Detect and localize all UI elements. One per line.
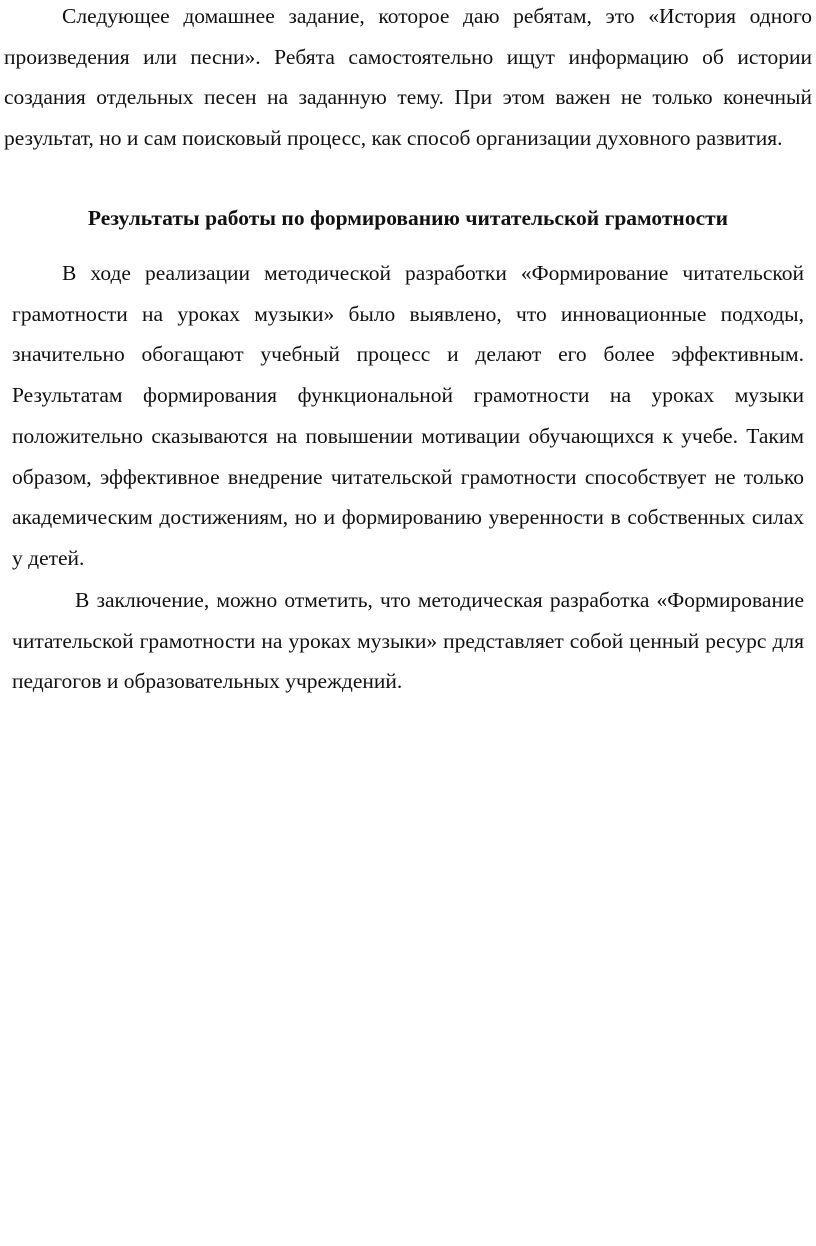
section-heading: Результаты работы по формированию читательской грамотности <box>87 206 729 230</box>
intro-paragraph: Следующее домашнее задание, которое даю ребятам, это «История одного произведения или песни». Ребята самостоятельно ищут информацию об истории создания отдельных песен на заданную тему. При этом важен не только конечный результат, но и сам поисковый процесс, как способ организации духовного развития. <box>4 4 812 151</box>
conclusion-paragraph: В заключение, можно отметить, что методическая разработка «Формирование читательской грамотности на уроках музыки» представляет собой ценный ресурс для педагогов и образовательных учреждений. <box>12 588 804 694</box>
results-paragraph: В ходе реализации методической разработки «Формирование читательской грамотности на уроках музыки» было выявлено, что инновационные подходы, значительно обогащают учебный процесс и делают его более эффективным. Результатам формирования функциональной грамотности на уроках музыки положительно сказываются на повышении мотивации обучающихся к учебе. Таким образом, эффективное внедрение читательской грамотности способствует не только академическим достижениям, но и формированию уверенности в собственных силах у детей. <box>12 261 804 570</box>
